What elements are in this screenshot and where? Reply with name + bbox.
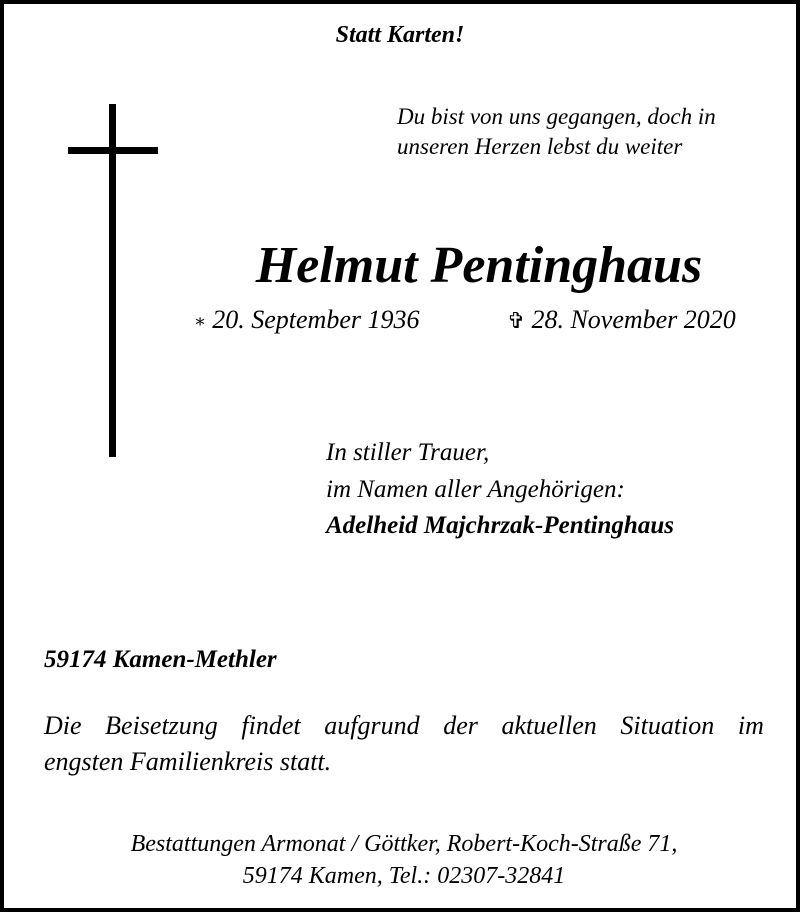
quote-line: Du bist von uns gegangen, doch in [397, 104, 716, 129]
birth-date: 20. September 1936 [212, 305, 420, 334]
burial-word: der [443, 711, 478, 740]
burial-word: aktuellen [501, 711, 597, 740]
burial-notice [44, 708, 764, 780]
death-date-line [507, 305, 736, 335]
burial-word: im [737, 711, 764, 740]
burial-word: Situation [620, 711, 715, 740]
header-title: Statt Karten! [335, 22, 465, 48]
mourning-line: im Namen aller Angehörigen: [326, 476, 625, 503]
death-date: 28. November 2020 [531, 305, 736, 334]
mourning-text [326, 434, 625, 508]
undertaker-line: Bestattungen Armonat / Göttker, Robert-Koch-Straße 71, [130, 831, 678, 857]
signer-name: Adelheid Majchrzak-Pentinghaus [326, 512, 674, 539]
quote-line: unseren Herzen lebst du weiter [397, 134, 683, 159]
death-cross-icon: ✞ [507, 308, 526, 333]
cross-horizontal-bar [68, 147, 158, 154]
burial-word: Die [44, 711, 82, 740]
burial-word: aufgrund [324, 711, 420, 740]
undertaker-line: 59174 Kamen, Tel.: 02307-32841 [242, 863, 566, 889]
mourning-line: In stiller Trauer, [326, 439, 490, 466]
burial-word: findet [241, 711, 301, 740]
birth-date-line [194, 305, 419, 335]
deceased-name: Helmut Pentinghaus [255, 237, 703, 294]
undertaker-info [4, 828, 800, 892]
place: 59174 Kamen-Methler [44, 646, 277, 673]
star-icon: ∗ [194, 311, 207, 331]
burial-word: Beisetzung [105, 711, 218, 740]
burial-line-2: engsten Familienkreis statt. [44, 747, 332, 776]
quote [397, 102, 716, 162]
burial-line-1 [44, 708, 764, 744]
